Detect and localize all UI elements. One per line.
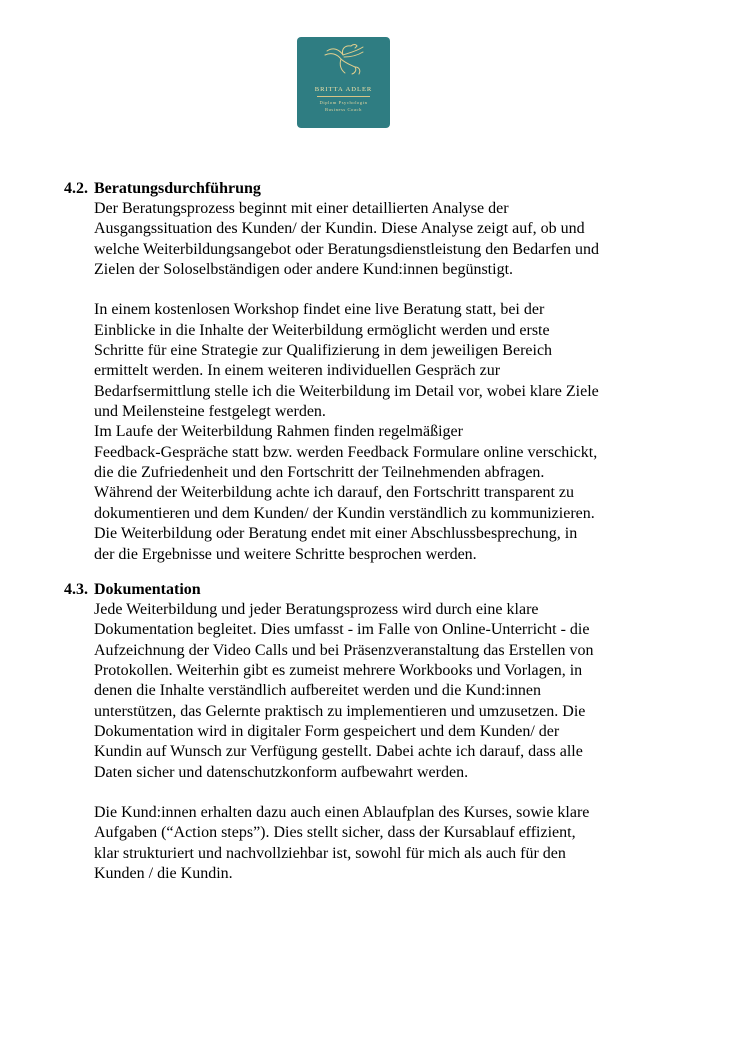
logo-subtitle-2: Business Coach [324,107,363,112]
text-line: Einblicke in die Inhalte der Weiterbildung ermöglicht werden und erste [94,321,550,339]
logo-brand-name: BRITTA ADLER [314,86,373,93]
text-line: ermittelt werden. In einem weiteren individuellen Gespräch zur [94,362,501,380]
text-line: klar strukturiert und nachvollziehbar ist, sowohl für mich als auch für den [94,844,566,862]
section-number: 4.3. [64,581,88,598]
text-line: In einem kostenlosen Workshop findet eine live Beratung statt, bei der [94,301,545,319]
text-line: Kunden / die Kundin. [94,865,233,883]
text-line: Schritte für eine Strategie zur Qualifizierung in dem jeweiligen Bereich [94,342,553,360]
text-line: Der Beratungsprozess beginnt mit einer detaillierten Analyse der [94,200,509,217]
text-line: Kundin auf Wunsch zur Verfügung gestellt. Dabei achte ich darauf, dass alle [94,743,583,761]
section-heading [64,580,664,600]
text-line: Feedback-Gespräche statt bzw. werden Feedback Formulare online verschickt, [94,443,598,461]
logo-divider [317,96,370,97]
text-line: und Meilensteine festgelegt werden. [94,403,326,421]
paragraph [94,199,664,280]
text-line: Die Weiterbildung oder Beratung endet mit einer Abschlussbesprechung, in [94,525,578,543]
text-line: Zielen der Soloselbständigen oder andere Kund:innen begünstigt. [94,261,514,279]
text-line: unterstützen, das Gelernte praktisch zu implementieren und umzusetzen. Die [94,702,586,720]
logo-subtitle-1: Diplom Psychologin [319,100,368,105]
section-heading [64,179,664,199]
section-4-2 [64,179,664,565]
text-line: welche Weiterbildungsangebot oder Beratungsdienstleistung den Bedarfen und [94,240,599,258]
text-line: Daten sicher und datenschutzkonform aufbewahrt werden. [94,763,469,781]
text-line: Im Laufe der Weiterbildung Rahmen finden regelmäßiger [94,423,463,441]
paragraph [94,803,664,884]
text-line: denen die Inhalte verständlich aufbereitet werden und die Kund:innen [94,682,541,700]
section-4-3 [64,580,664,884]
section-title: Beratungsdurchführung [94,180,261,197]
paragraph [94,300,664,564]
text-line: Während der Weiterbildung achte ich darauf, den Fortschritt transparent zu [94,484,575,502]
paragraph [94,600,664,783]
text-line: Protokollen. Weiterhin gibt es zumeist mehrere Workbooks und Vorlagen, in [94,662,583,680]
text-line: dokumentieren und dem Kunden/ der Kundin verständlich zu kommunizieren. [94,504,595,522]
text-line: der die Ergebnisse und weitere Schritte besprochen werden. [94,545,477,563]
text-line: Ausgangssituation des Kunden/ der Kundin. Diese Analyse zeigt auf, ob und [94,220,585,238]
pegasus-icon [297,37,390,87]
text-line: Die Kund:innen erhalten dazu auch einen Ablaufplan des Kurses, sowie klare [94,804,590,822]
text-line: Aufgaben (“Action steps”). Dies stellt sicher, dass der Kursablauf effizient, [94,824,576,842]
text-line: Dokumentation begleitet. Dies umfasst - im Falle von Online-Unterricht - die [94,621,590,639]
text-line: Dokumentation wird in digitaler Form gespeichert und dem Kunden/ der [94,723,560,741]
text-line: die die Zufriedenheit und den Fortschritt der Teilnehmenden abfragen. [94,464,545,482]
text-line: Jede Weiterbildung und jeder Beratungsprozess wird durch eine klare [94,601,539,618]
text-line: Aufzeichnung der Video Calls und bei Präsenzveranstaltung das Erstellen von [94,641,594,659]
section-number: 4.2. [64,180,88,197]
text-line: Bedarfsermittlung stelle ich die Weiterbildung im Detail vor, wobei klare Ziele [94,382,599,400]
logo [297,37,390,128]
section-title: Dokumentation [94,581,201,598]
